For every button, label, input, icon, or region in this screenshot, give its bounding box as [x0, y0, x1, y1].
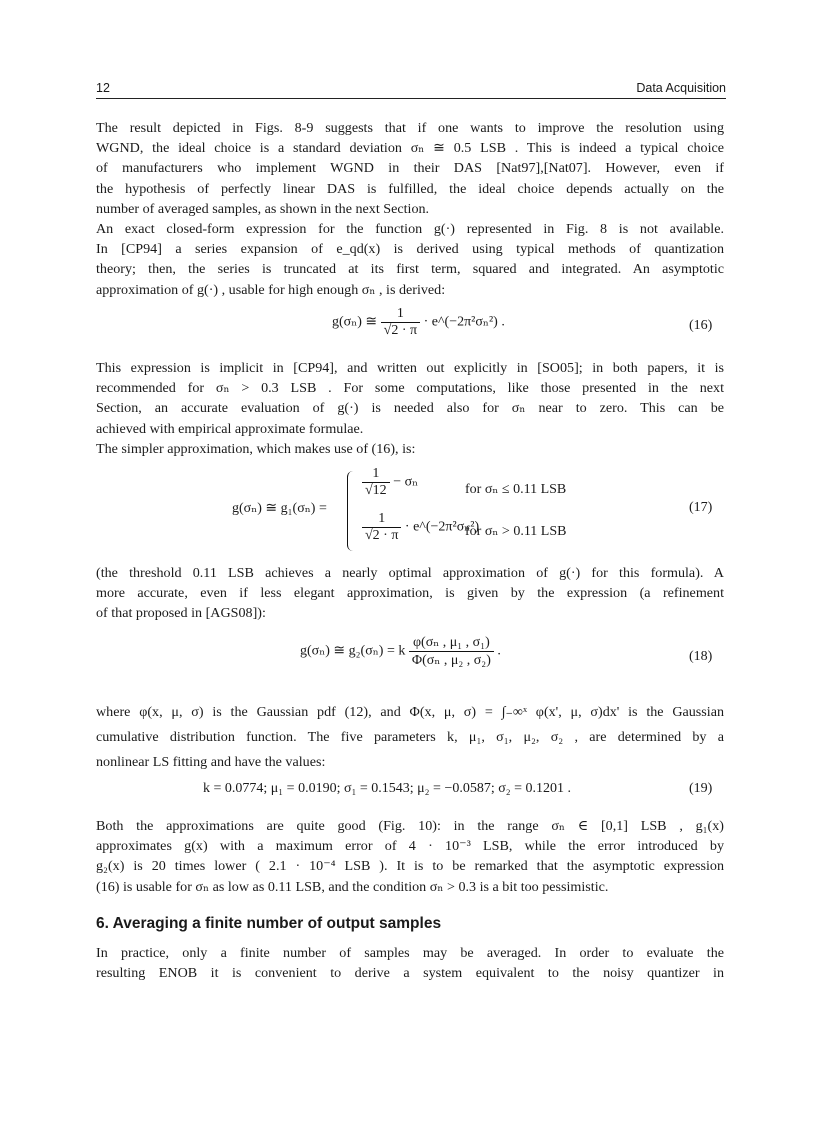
- equation-number-18: (18): [689, 649, 713, 664]
- equation-number-17: (17): [689, 500, 713, 515]
- page-number: 12: [96, 81, 110, 95]
- text-line: more accurate, even if less elegant approximation, is given by the expression (a refinement: [96, 585, 724, 602]
- text-line: This expression is implicit in [CP94], and written out explicitly in [SO05]; in both papers, it is: [96, 360, 724, 376]
- text-line: WGND, the ideal choice is a standard deviation σₙ ≅ 0.5 LSB . This is indeed a typical choice: [96, 140, 724, 157]
- eq17-case2-denominator: √2 · π: [365, 528, 399, 543]
- running-title: Data Acquisition: [636, 81, 726, 95]
- eq18-lhs: g(σₙ) ≅ g₂(σₙ) = k: [300, 643, 406, 659]
- eq17-case2-condition: for σₙ > 0.11 LSB: [465, 524, 567, 539]
- eq16-tail: · e^(−2π²σₙ²) .: [423, 314, 505, 330]
- equation-number-16: (16): [689, 318, 713, 333]
- eq17-case1-tail: − σₙ: [393, 474, 419, 490]
- eq17-case2-fraction: [362, 511, 401, 544]
- text-line: In practice, only a finite number of samples may be averaged. In order to evaluate the: [96, 945, 724, 961]
- eq18-fraction: [409, 634, 494, 669]
- paragraph-2: [96, 219, 724, 300]
- eq18-denominator: Φ(σₙ , μ₂ , σ₂): [411, 653, 491, 668]
- eq17-case1-fraction: [362, 466, 390, 499]
- page-header: [96, 80, 726, 99]
- equation-16: [332, 306, 505, 339]
- text-line: cumulative distribution function. The five parameters k, μ₁, σ₁, μ₂, σ₂ , are determined by a: [96, 729, 724, 745]
- text-line: the hypothesis of perfectly linear DAS is fulfilled, the ideal choice depends actually on the: [96, 180, 724, 197]
- eq17-case1-denominator: √12: [365, 483, 387, 498]
- eq18-numerator: φ(σₙ , μ₁ , σ₁): [409, 634, 494, 652]
- text-line: resulting ENOB it is convenient to derive a system equivalent to the noisy quantizer in: [96, 965, 724, 982]
- paragraph-5: [96, 700, 724, 775]
- text-line: Section, an accurate evaluation of g(·) is needed also for σₙ near to zero. This can be: [96, 400, 724, 417]
- text-line: approximation of g(·) , usable for high enough σₙ , is derived:: [96, 281, 446, 298]
- text-line: g₂(x) is 20 times lower ( 2.1 · 10⁻⁴ LSB ). It is to be remarked that the asymptotic expression: [96, 858, 724, 875]
- eq17-case-1: [362, 466, 418, 499]
- eq17-case1-condition: for σₙ ≤ 0.11 LSB: [465, 482, 567, 497]
- text-line: nonlinear LS fitting and have the values:: [96, 754, 326, 770]
- text-line: (16) is usable for σₙ as low as 0.11 LSB, and the condition σₙ > 0.3 is a bit too pessimistic.: [96, 878, 609, 895]
- paragraph-7: [96, 943, 724, 983]
- eq17-case2-numerator: 1: [362, 511, 401, 528]
- text-line: Both the approximations are quite good (Fig. 10): in the range σₙ ∈ [0,1] LSB , g₁(x): [96, 818, 724, 834]
- text-line: recommended for σₙ > 0.3 LSB . For some computations, like those presented in the next: [96, 380, 724, 397]
- paragraph-3: [96, 358, 724, 459]
- text-line: where φ(x, μ, σ) is the Gaussian pdf (12), and Φ(x, μ, σ) = ∫₋∞ˣ φ(x', μ, σ)dx' is the Gaussian: [96, 704, 724, 720]
- equation-number-19: (19): [689, 781, 713, 796]
- eq17-brace: [347, 471, 356, 551]
- paragraph-6: [96, 816, 724, 897]
- text-line: of manufacturers who implement WGND in their DAS [Nat97],[Nat07]. However, even if: [96, 160, 724, 177]
- paragraph-1: [96, 118, 724, 219]
- eq18-tail: .: [497, 643, 501, 659]
- text-line: approximates g(x) with a maximum error of 4 · 10⁻³ LSB, while the error introduced by: [96, 838, 724, 855]
- eq16-lhs: g(σₙ) ≅: [332, 314, 378, 330]
- paragraph-4: [96, 563, 724, 624]
- eq16-denominator: √2 · π: [383, 323, 418, 338]
- equation-18: [300, 634, 501, 669]
- eq16-numerator: 1: [381, 306, 420, 323]
- text-line: An exact closed-form expression for the function g(·) represented in Fig. 8 is not available.: [96, 221, 724, 237]
- text-line: The simpler approximation, which makes use of (16), is:: [96, 440, 416, 457]
- text-line: achieved with empirical approximate formulae.: [96, 420, 364, 437]
- text-line: of that proposed in [AGS08]):: [96, 605, 266, 622]
- text-line: (the threshold 0.11 LSB achieves a nearly optimal approximation of g(·) for this formula). A: [96, 565, 724, 581]
- eq17-case2-tail: · e^(−2π²σₙ²): [404, 519, 480, 535]
- text-line: In [CP94] a series expansion of e_qd(x) is derived using typical methods of quantization: [96, 241, 724, 258]
- text-line: theory; then, the series is truncated at its first term, squared and integrated. An asymptotic: [96, 261, 724, 278]
- section-heading: 6. Averaging a finite number of output samples: [96, 915, 442, 932]
- equation-19: k = 0.0774; μ₁ = 0.0190; σ₁ = 0.1543; μ₂ = −0.0587; σ₂ = 0.1201 .: [203, 781, 572, 796]
- eq16-fraction: [381, 306, 420, 339]
- text-line: number of averaged samples, as shown in the next Section.: [96, 200, 430, 217]
- eq17-lhs: g(σₙ) ≅ g₁(σₙ) =: [232, 501, 327, 516]
- eq17-case1-numerator: 1: [362, 466, 390, 483]
- text-line: The result depicted in Figs. 8-9 suggests that if one wants to improve the resolution using: [96, 120, 724, 136]
- eq17-case-2: [362, 511, 479, 544]
